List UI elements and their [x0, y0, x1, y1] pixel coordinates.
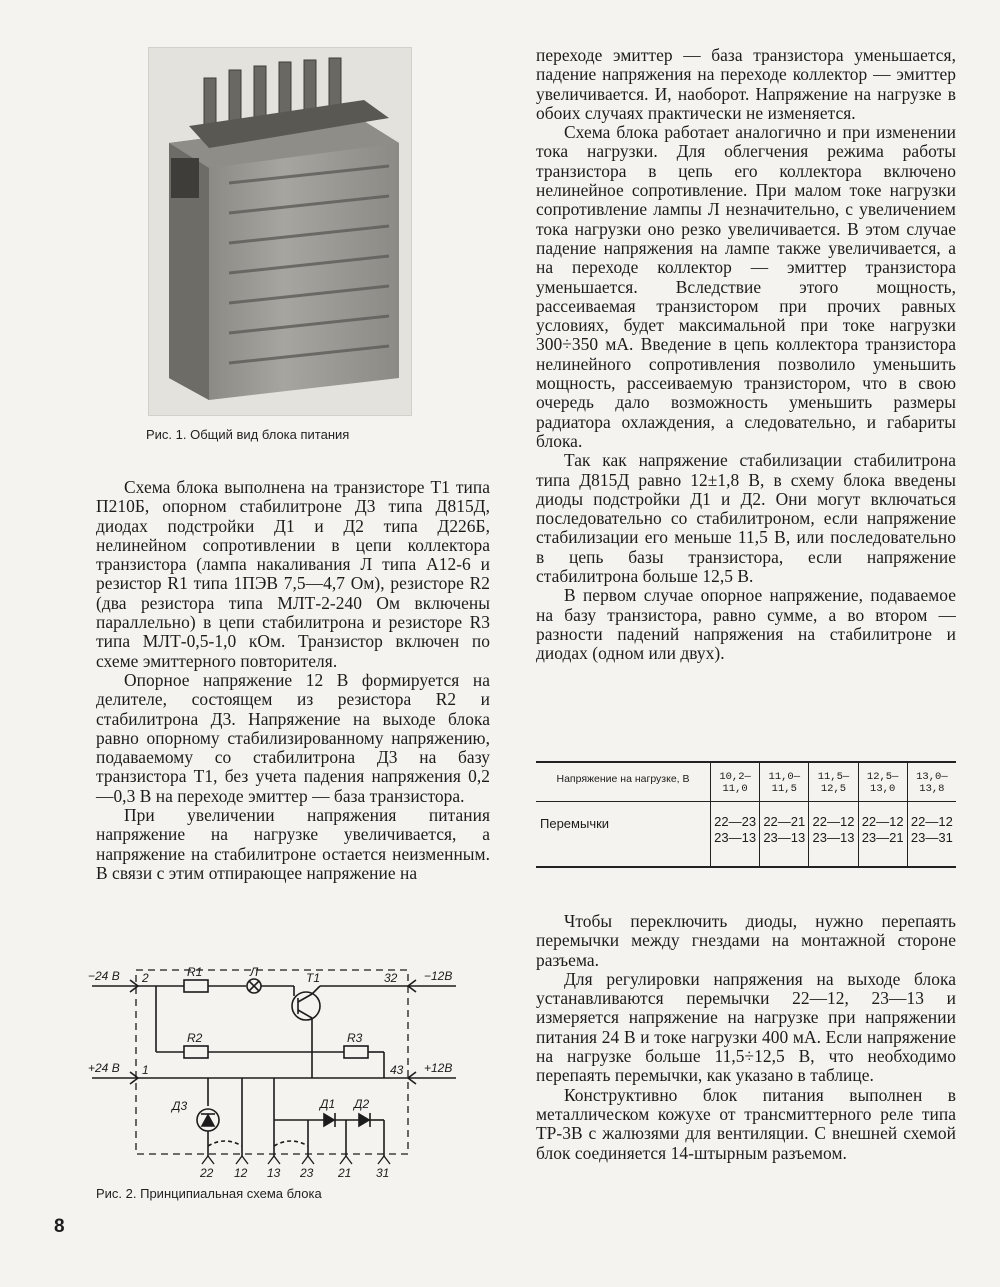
paragraph: В первом случае опорное напряжение, подаваемое на базу транзистора, равно сумме, а во втором — разности падений напряжения на стабилитроне и диодах (одном или двух). — [536, 585, 956, 664]
page-number: 8 — [54, 1216, 65, 1237]
jumper-line-1: 22—12 — [812, 814, 855, 829]
plus12-label: +12В — [424, 1061, 453, 1075]
paragraph: Так как напряжение стабилизации стабилитрона типа Д815Д равно 12±1,8 В, в схему блока введены диоды подстройки Д1 и Д2. Они могут включаться последовательно со стабилитроном, если напряжение стабилизации его меньше 11,5 В, или последовательно в цепь базы транзистора, если напряжение стабилитрона больше 12,5 В. — [536, 450, 956, 587]
table-row — [536, 802, 956, 868]
r2-label: R2 — [187, 1031, 203, 1045]
voltage-range-cell: 11,5—12,5 — [809, 762, 858, 802]
lamp-label: Л — [250, 965, 259, 979]
right-column — [536, 46, 956, 664]
jumper-cell — [760, 802, 809, 868]
pin-2-label: 2 — [142, 971, 149, 985]
jumper-line-1: 22—21 — [763, 814, 806, 829]
t1-label: Т1 — [306, 971, 321, 985]
r1-label: R1 — [187, 965, 203, 979]
voltage-range-cell: 12,5—13,0 — [858, 762, 907, 802]
pin-13-label: 13 — [267, 1166, 281, 1178]
table-row-label: Перемычки — [540, 816, 610, 831]
pin-23-label: 23 — [300, 1166, 314, 1178]
d1-label: Д1 — [320, 1097, 336, 1111]
jumper-cell — [907, 802, 956, 868]
jumper-line-2: 23—13 — [763, 830, 806, 845]
jumper-cell — [858, 802, 907, 868]
jumper-line-2: 23—13 — [714, 830, 757, 845]
paragraph: Схема блока работает аналогично и при изменении тока нагрузки. Для облегчения режима работы транзистора в цепь его коллектора включено нелинейное сопротивление. При малом токе нагрузки сопротивление лампы Л незначительно, с увеличением тока нагрузки оно резко увеличивается. В этом случае падение напряжения на лампе также увеличивается, а на переходе коллектор — эмиттер транзистора уменьшается. Вследствие этого мощность, рассеиваемая транзистором при прочих равных условиях, будет максимальной при токе нагрузки 300÷350 мА. Введение в цепь коллектора транзистора нелинейного сопротивления позволило уменьшить мощность, рассеиваемую транзистором, что в свою очередь дало возможность уменьшить размеры радиатора охлаждения, а следовательно, и габариты блока. — [536, 122, 956, 451]
power-unit-illustration — [149, 48, 411, 415]
jumper-line-2: 23—31 — [910, 830, 953, 845]
table-header-label: Напряжение на нагрузке, В — [536, 762, 711, 802]
minus12-label: −12В — [424, 969, 453, 983]
pin-32-label: 32 — [384, 971, 398, 985]
voltage-range-cell: 10,2—11,0 — [711, 762, 760, 802]
left-column — [96, 478, 490, 883]
paragraph: Для регулировки напряжения на выходе блока устанавливаются перемычки 22—12, 23—13 и измеряется напряжение на нагрузке при напряжении питания 24 В и токе нагрузки 400 мА. Если напряжение на нагрузке больше 11,5÷12,5 В, что необходимо перепаять перемычки, как указано в таблице. — [536, 968, 956, 1086]
minus24-label: −24 В — [88, 969, 120, 983]
jumper-line-1: 22—12 — [861, 814, 904, 829]
voltage-range-cell: 13,0—13,8 — [907, 762, 956, 802]
d2-label: Д2 — [354, 1097, 370, 1111]
pin-21-label: 21 — [338, 1166, 352, 1178]
d3-label: Д3 — [172, 1099, 188, 1113]
paragraph: переходе эмиттер — база транзистора уменьшается, падение напряжения на переходе коллектор — эмиттер увеличивается. И, наоборот. Напряжение на нагрузке в обоих случаях практически не изменяется. — [536, 45, 956, 123]
jumper-line-1: 22—12 — [910, 814, 953, 829]
r3-label: R3 — [347, 1031, 363, 1045]
jumper-cell — [711, 802, 760, 868]
jumper-line-1: 22—23 — [714, 814, 757, 829]
pin-22-label: 22 — [200, 1166, 214, 1178]
figure-2-caption: Рис. 2. Принципиальная схема блока — [96, 1186, 322, 1201]
paragraph: Конструктивно блок питания выполнен в металлическом кожухе от трансмиттерного реле типа ТР-3В с жалюзями для вентиляции. С внешней схемой блок соединяется 14-штырным разъемом. — [536, 1084, 956, 1163]
table-header-row — [536, 762, 956, 802]
paragraph: Опорное напряжение 12 В формируется на делителе, состоящем из резистора R2 и стабилитрона Д3. Напряжение на выходе блока равно опорному стабилизированному напряжению, подаваемому со стабилитрона Д3 на базу транзистора Т1, без учета падения напряжения 0,2—0,3 В на переходе эмиттер — база транзистора. — [96, 669, 490, 806]
paragraph: Схема блока выполнена на транзисторе Т1 типа П210Б, опорном стабилитроне Д3 типа Д815Д, диодах подстройки Д1 и Д2 типа Д226Б, нелинейном сопротивлении в цепи коллектора транзистора (лампа накаливания Л типа А12-6 и резистор R1 типа 1ПЭВ 7,5—4,7 Ом), резисторе R2 (два резистора типа МЛТ-2-240 Ом включены параллельно) в цепи стабилитрона и резисторе R3 типа МЛТ-0,5-1,0 кОм. Транзистор включен по схеме эмиттерного повторителя. — [96, 477, 490, 671]
pin-1-label: 1 — [142, 1063, 149, 1077]
plus24-label: +24 В — [88, 1061, 120, 1075]
jumper-table — [536, 761, 956, 868]
jumper-line-2: 23—21 — [861, 830, 904, 845]
jumper-cell — [809, 802, 858, 868]
figure-1-caption: Рис. 1. Общий вид блока питания — [146, 427, 350, 442]
right-column-lower — [536, 912, 956, 1163]
voltage-range-cell: 11,0—11,5 — [760, 762, 809, 802]
power-unit-photo — [148, 47, 412, 416]
pin-31-label: 31 — [376, 1166, 390, 1178]
paragraph: Чтобы переключить диоды, нужно перепаять перемычки между гнездами на монтажной стороне разъема. — [536, 911, 956, 970]
pin-43-label: 43 — [390, 1063, 404, 1077]
paragraph: При увеличении напряжения питания напряжение на нагрузке увеличивается, а напряжение на стабилитроне остается неизменным. В связи с этим отпирающее напряжение на — [96, 805, 490, 883]
circuit-schematic — [84, 960, 464, 1178]
pin-12-label: 12 — [234, 1166, 248, 1178]
jumper-line-2: 23—13 — [812, 830, 855, 845]
